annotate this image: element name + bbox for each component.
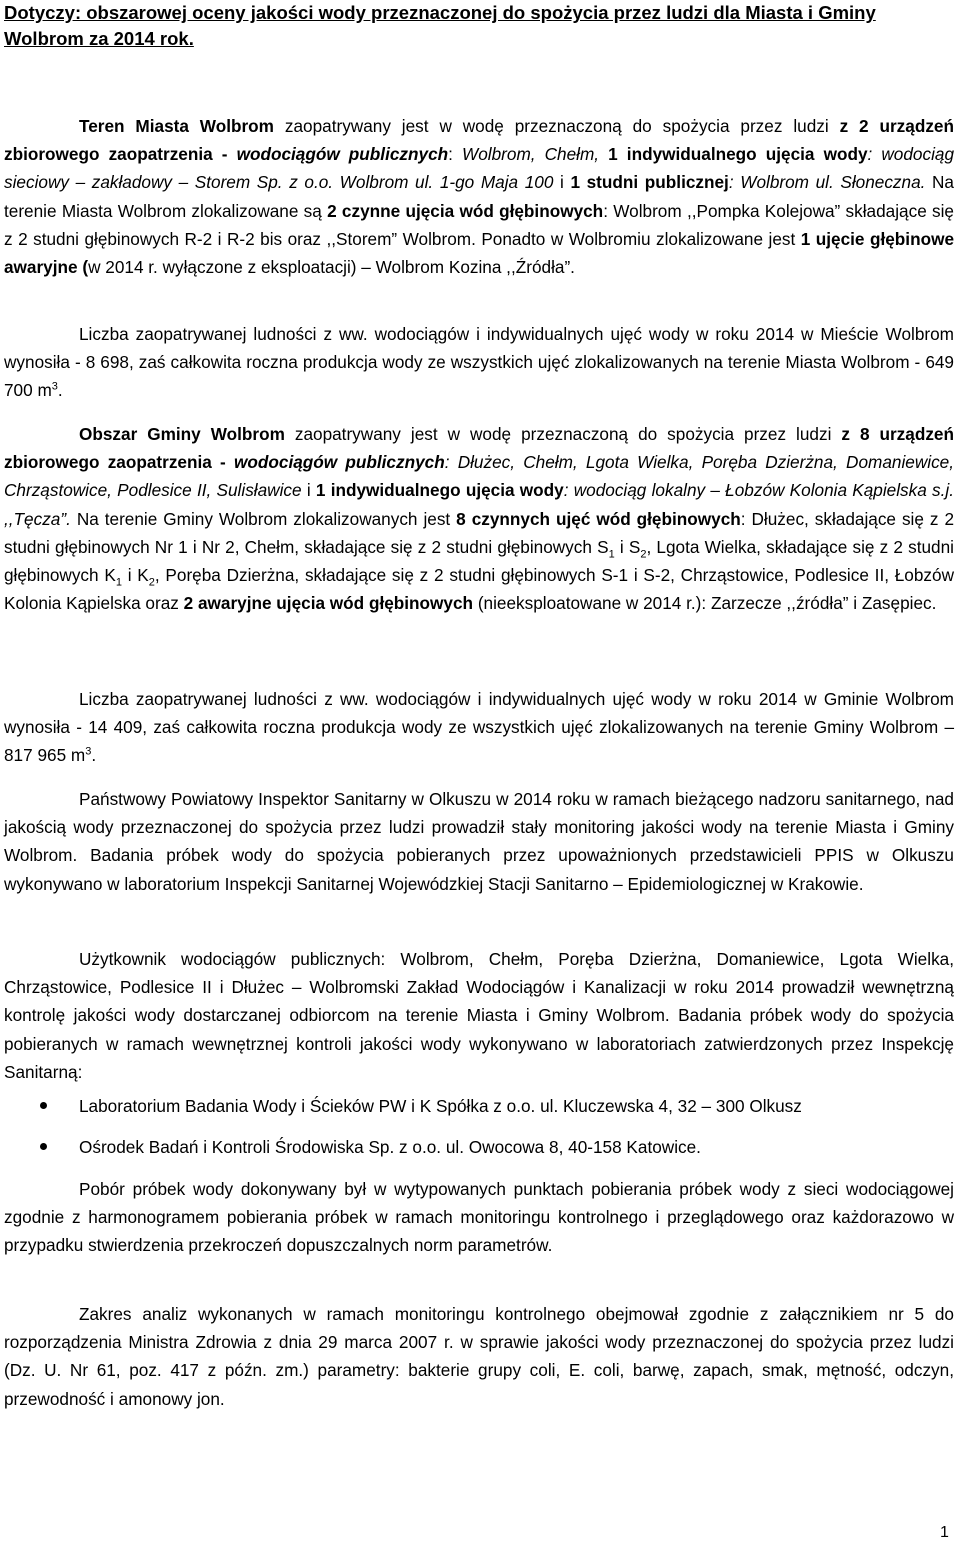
subscript: 1: [115, 576, 122, 589]
paragraph-sanitary-monitoring: Państwowy Powiatowy Inspektor Sanitarny w Olkuszu w 2014 roku w ramach bieżącego nadzoru sanitarnego, nad jakością wody przeznaczonej do spożycia przez ludzi prowadził stały monitoring jakości wody na terenie Miasta i Gminy Wolbrom. Badania próbek wody do spożycia pobieranych przez upoważnionych przedstawicieli PPIS w Olkuszu wykonywano w laboratorium Inspekcji Sanitarnej Wojewódzkiej Stacji Sanitarno – Epidemiologicznej w Krakowie.: [4, 789, 954, 894]
text-span: Liczba zaopatrywanej ludności z ww. wodociągów i indywidualnych ujęć wody w roku 2014 w Mieście Wolbrom wynosiła - 8 698, zaś całkowita roczna produkcja wody ze wszystkich ujęć zlokalizowanych na terenie Miasta Wolbrom - 649 700 m: [4, 324, 954, 401]
text-span: Na terenie Miasta Wolbrom zlokalizowane są: [4, 172, 954, 221]
text-span: (nieeksploatowane w 2014 r.): Zarzecze ,,źródła” i Zasępiec.: [473, 593, 937, 614]
page-number: 1: [940, 1524, 949, 1541]
text-span: Obszar Gminy Wolbrom: [79, 424, 285, 444]
text-span: : wodociąg sieciowy – zakładowy – Storem Sp. z o.o. Wolbrom ul. 1-go Maja 100: [4, 144, 955, 193]
text-span: i: [553, 172, 571, 193]
text-span: , Poręba Dzierżna, składające się z 2 studni głębinowych S-1 i S-2, Chrząstowice, Podlesice II, Łobzów Kolonia Kąpielska oraz: [4, 565, 954, 614]
subscript: 2: [148, 576, 155, 589]
superscript: 3: [51, 380, 58, 393]
text-span: 1 indywidualnego ujęcia wody: [315, 480, 564, 501]
text-span: : Dłużec, Chełm, Lgota Wielka, Poręba Dzierżna, Domaniewice, Chrząstowice, Podlesice II, Sulisławice: [4, 452, 954, 501]
text-span: : Dłużec, składające się z 2 studni głębinowych Nr 1 i Nr 2, Chełm, składające się z 2 studni głębinowych S: [4, 508, 954, 557]
text-span: wodociągów publicznych: [236, 144, 449, 165]
text-span: 1 indywidualnego ujęcia wody: [608, 144, 868, 165]
list-item-text: Laboratorium Badania Wody i Ścieków PW i K Spółka z o.o. ul. Kluczewska 4, 32 – 300 Olkusz: [79, 1096, 802, 1116]
text-span: wodociągów publicznych: [234, 452, 445, 473]
paragraph-internal-control: Użytkownik wodociągów publicznych: Wolbrom, Chełm, Poręba Dzierżna, Domaniewice, Lgota Wielka, Chrząstowice, Podlesice II i Dłużec – Wolbromski Zakład Wodociągów i Kanalizacji w roku 2014 prowadził wewnętrzną kontrolę jakości wody dostarczanej odbiorcom na terenie Miasta i Gminy Wolbrom. Badania próbek wody do spożycia pobieranych w ramach wewnętrznej kontroli jakości wody wykonywano w laboratoriach zatwierdzonych przez Inspekcję Sanitarną:: [4, 949, 954, 1082]
subscript: 2: [640, 548, 647, 561]
text-span: i: [301, 480, 316, 501]
paragraph-sampling: Pobór próbek wody dokonywany był w wytypowanych punktach pobierania próbek wody z sieci wodociągowej zgodnie z harmonogramem pobierania próbek w ramach monitoringu kontrolnego i przeglądowego oraz każdorazowo w przypadku stwierdzenia przekroczeń dopuszczalnych norm parametrów.: [4, 1179, 954, 1256]
text-span: zaopatrywany jest w wodę przeznaczoną do spożycia przez ludzi: [284, 424, 842, 444]
text-span: Liczba zaopatrywanej ludności z ww. wodociągów i indywidualnych ujęć wody w roku 2014 w Gminie Wolbrom wynosiła - 14 409, zaś całkowita roczna produkcja wody ze wszystkich ujęć zlokalizowanych na terenie Gminy Wolbrom – 817 965 m: [4, 689, 954, 766]
paragraph-commune-population: [4, 685, 954, 770]
text-span: w 2014 r. wyłączone z eksploatacji) – Wolbrom Kozina ,,Źródła”.: [88, 257, 575, 278]
text-span: Teren Miasta Wolbrom: [79, 116, 274, 136]
text-span: Na terenie Gminy Wolbrom zlokalizowanych jest: [70, 508, 457, 529]
text-span: .: [91, 745, 97, 766]
text-span: 1 studni publicznej: [570, 172, 729, 193]
paragraph-city-population: [4, 320, 954, 405]
text-span: : wodociąg lokalny – Łobzów Kolonia Kąpielska s.j. ,,Tęcza”.: [4, 480, 954, 529]
text-span: , Lgota Wielka, składające się z 2 studni głębinowych K: [4, 536, 954, 586]
text-span: : Wolbrom ,,Pompka Kolejowa” składające się z 2 studni głębinowych R-2 i R-2 bis oraz ,,Storem” Wolbrom. Ponadto w Wolbromiu zlokalizowane jest: [4, 200, 954, 249]
document-title: Dotyczy: obszarowej oceny jakości wody przeznaczonej do spożycia przez ludzi dla Miasta i Gminy Wolbrom za 2014 rok.: [4, 2, 876, 49]
text-span: 1 ujęcie głębinowe awaryjne (: [4, 228, 954, 278]
paragraph-analysis-scope: Zakres analiz wykonanych w ramach monitoringu kontrolnego obejmował zgodnie z załącznikiem nr 5 do rozporządzenia Ministra Zdrowia z dnia 29 marca 2007 r. w sprawie jakości wody przeznaczonej do spożycia przez ludzi (Dz. U. Nr 61, poz. 417 z późn. zm.) parametry: bakterie grupy coli, E. coli, barwę, zapach, smak, mętność, odczyn, przewodność i amonowy jon.: [4, 1304, 954, 1409]
text-span: .: [57, 380, 63, 401]
text-span: Wolbrom, Chełm,: [462, 144, 609, 165]
paragraph-commune-supply: [4, 420, 954, 617]
superscript: 3: [85, 745, 92, 758]
bullet-icon: [40, 1102, 47, 1109]
text-span: : Wolbrom ul. Słoneczna.: [728, 172, 926, 193]
paragraph-city-supply: [4, 112, 954, 281]
bullet-icon: [40, 1143, 47, 1150]
list-item-text: Ośrodek Badań i Kontroli Środowiska Sp. z o.o. ul. Owocowa 8, 40-158 Katowice.: [79, 1137, 701, 1157]
text-span: 2 czynne ujęcia wód głębinowych: [327, 200, 604, 221]
text-span: 8 czynnych ujęć wód głębinowych: [456, 508, 741, 529]
text-span: i K: [121, 565, 149, 586]
subscript: 1: [608, 548, 615, 561]
text-span: i S: [614, 536, 641, 557]
text-span: :: [448, 144, 462, 165]
text-span: z 8 urządzeń zbiorowego zaopatrzenia -: [4, 424, 954, 473]
text-span: 2 awaryjne ujęcia wód głębinowych: [183, 593, 474, 614]
text-span: zaopatrywany jest w wodę przeznaczoną do spożycia przez ludzi: [273, 116, 840, 136]
text-span: z 2 urządzeń zbiorowego zaopatrzenia -: [4, 116, 954, 165]
